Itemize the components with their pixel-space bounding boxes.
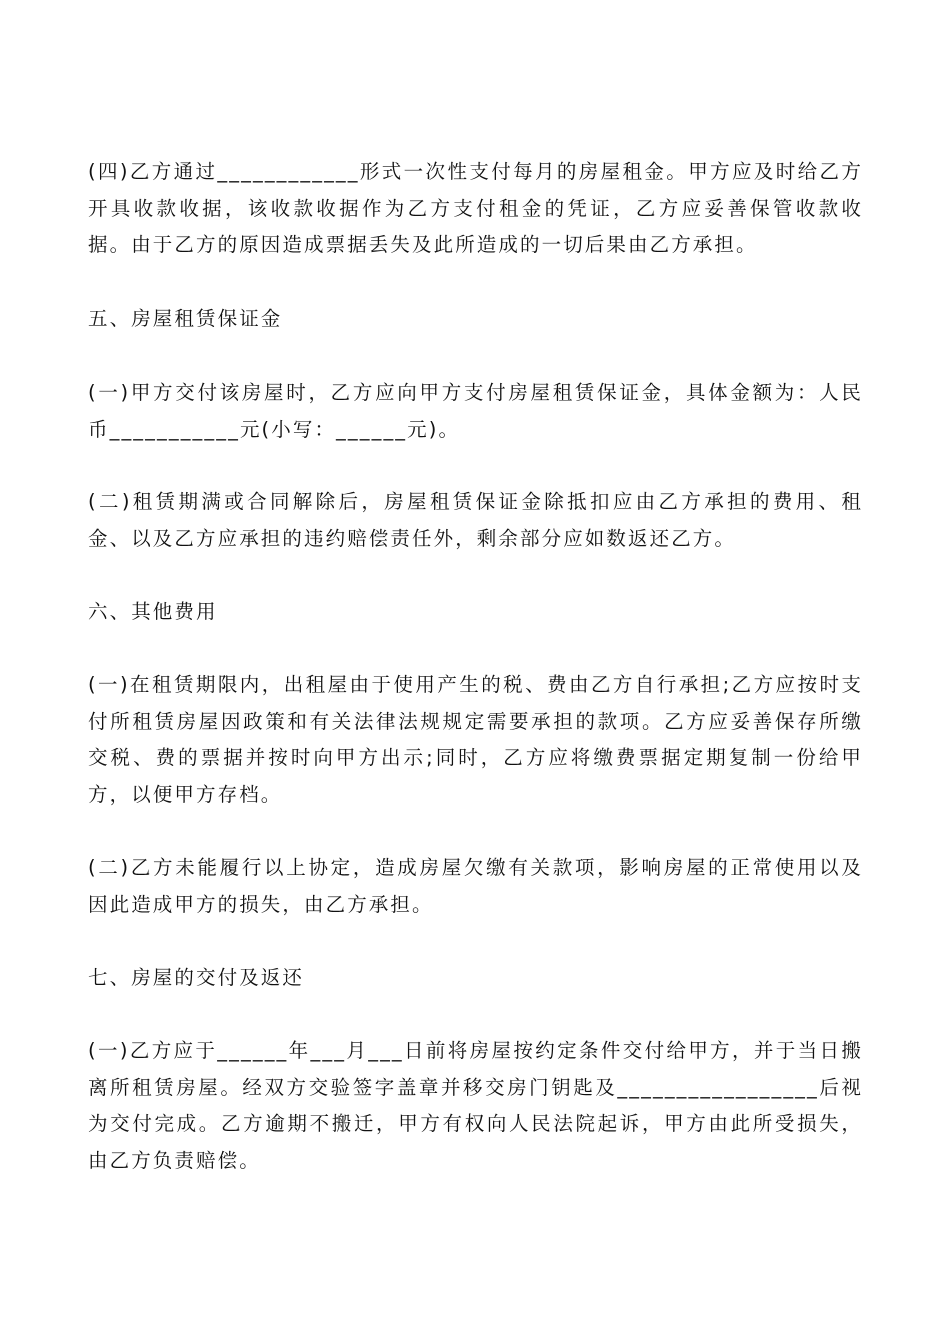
paragraph-deposit-amount: (一)甲方交付该房屋时，乙方应向甲方支付房屋租赁保证金，具体金额为：人民币___________元(小写：______元)。: [88, 381, 863, 441]
paragraph-unpaid-fees: (二)乙方未能履行以上协定，造成房屋欠缴有关款项，影响房屋的正常使用以及因此造成甲方的损失，由乙方承担。: [88, 856, 863, 916]
paragraph-rent-payment: (四)乙方通过____________形式一次性支付每月的房屋租金。甲方应及时给乙方开具收款收据，该收款收据作为乙方支付租金的凭证，乙方应妥善保管收款收据。由于乙方的原因造成票据丢失及此所造成的一切后果由乙方承担。: [88, 160, 863, 256]
heading-other-fees: 六、其他费用: [88, 600, 218, 623]
paragraph-taxes-fees: (一)在租赁期限内，出租屋由于使用产生的税、费由乙方自行承担;乙方应按时支付所租赁房屋因政策和有关法律法规规定需要承担的款项。乙方应妥善保存所缴交税、费的票据并按时向甲方出示;同时，乙方应将缴费票据定期复制一份给甲方，以便甲方存档。: [88, 673, 863, 806]
paragraph-handover-date: (一)乙方应于______年___月___日前将房屋按约定条件交付给甲方，并于当日搬离所租赁房屋。经双方交验签字盖章并移交房门钥匙及_________________后视为交付完成。乙方逾期不搬迁，甲方有权向人民法院起诉，甲方由此所受损失，由乙方负责赔偿。: [88, 1039, 863, 1172]
paragraph-deposit-return: (二)租赁期满或合同解除后，房屋租赁保证金除抵扣应由乙方承担的费用、租金、以及乙方应承担的违约赔偿责任外，剩余部分应如数返还乙方。: [88, 490, 863, 550]
heading-security-deposit: 五、房屋租赁保证金: [88, 307, 283, 330]
heading-handover-return: 七、房屋的交付及返还: [88, 966, 305, 989]
